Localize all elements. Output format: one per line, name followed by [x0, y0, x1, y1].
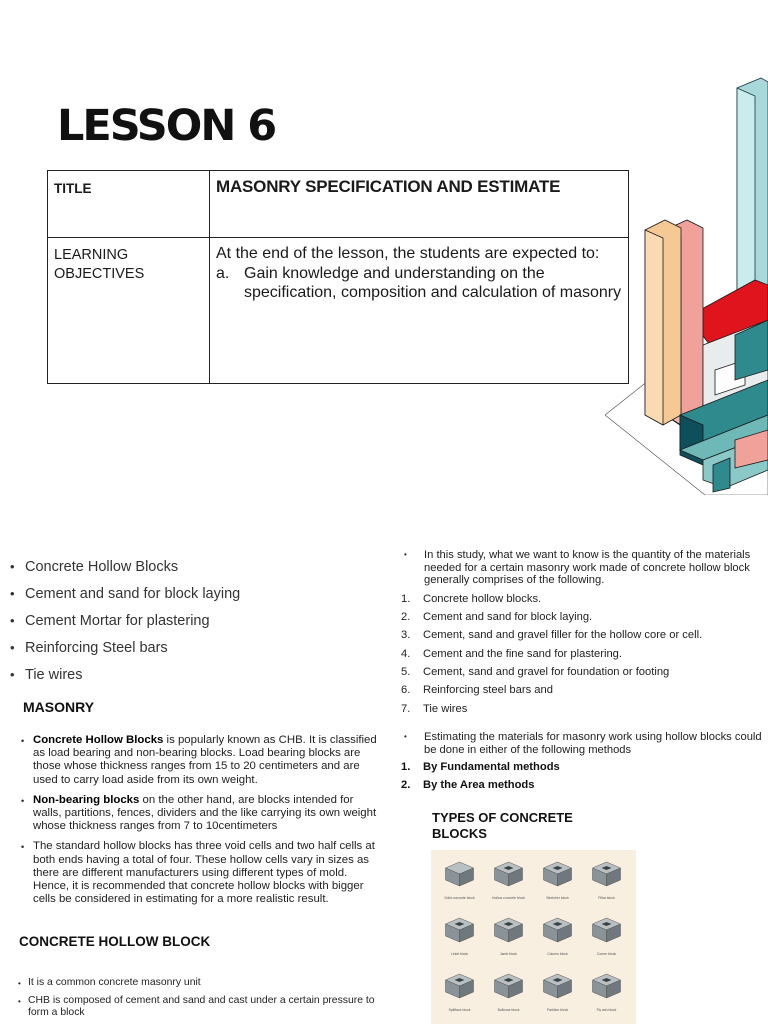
- list-item: [401, 629, 767, 647]
- lesson-info-table: [47, 170, 629, 384]
- objectives-intro: At the end of the lesson, the students are expected to:: [216, 245, 600, 262]
- block-type-item: [495, 918, 523, 956]
- method-text: By Fundamental methods: [423, 761, 560, 774]
- list-item: [21, 794, 381, 834]
- objectives-label-line1: LEARNING: [54, 247, 129, 263]
- bullet-icon: •: [21, 795, 25, 806]
- block-types-figure: [431, 850, 636, 1024]
- objectives-value-cell: [210, 238, 629, 384]
- list-number: 6.: [401, 684, 411, 697]
- description-term: Non-bearing blocks: [33, 793, 140, 806]
- list-number: 2.: [401, 779, 411, 792]
- chb-point-text: It is a common concrete masonry unit: [28, 977, 201, 988]
- list-item: [401, 779, 767, 797]
- list-item: [10, 639, 240, 666]
- bullet-icon: •: [10, 613, 15, 628]
- block-type-item: [446, 918, 474, 956]
- objectives-list: [216, 264, 622, 303]
- block-type-label: Partition block: [546, 1008, 569, 1012]
- quantity-intro-text: In this study, what we want to know is the quantity of the materials needed for a certain masonry work made of concrete hollow block generally comprises of the following.: [424, 549, 751, 586]
- list-item: [401, 684, 767, 702]
- list-item: [10, 585, 240, 612]
- method-text: By the Area methods: [423, 779, 535, 792]
- list-number: 1.: [401, 592, 411, 605]
- masonry-description-list: [21, 734, 381, 913]
- material-label: Tie wires: [25, 667, 83, 683]
- list-number: 1.: [401, 761, 411, 774]
- description-body: The standard hollow blocks has three void cells and two half cells at both ends having a total of four. These hollow cells vary in sizes as there are different manufacturers using different types of mold. Hence, it is recommended that concrete hollow blocks with bigger cells be considered in estimating for a more realistic result.: [33, 840, 375, 906]
- block-type-item: [593, 918, 621, 956]
- material-label: Reinforcing Steel bars: [25, 640, 168, 656]
- list-item: [401, 593, 767, 611]
- list-item: [10, 666, 240, 693]
- block-type-label: Lintel block: [451, 952, 468, 956]
- component-text: Tie wires: [423, 702, 468, 715]
- list-item: [18, 977, 378, 991]
- slide-lesson-overview: [0, 0, 768, 510]
- block-type-label: Fly ash block: [596, 1008, 617, 1012]
- slide-masonry-materials: [0, 540, 768, 1024]
- component-text: Reinforcing steel bars and: [423, 684, 553, 697]
- list-number: 7.: [401, 702, 411, 715]
- block-type-label: Corner block: [596, 952, 617, 956]
- types-heading: TYPES OF CONCRETE BLOCKS: [432, 810, 573, 841]
- bullet-icon: •: [10, 586, 15, 601]
- block-type-label: Column block: [547, 952, 568, 956]
- material-label: Concrete Hollow Blocks: [25, 559, 179, 575]
- estimating-intro: [401, 731, 767, 756]
- list-item: [401, 611, 767, 629]
- list-item: [401, 761, 767, 779]
- bullet-icon: •: [10, 640, 15, 655]
- description-term: Concrete Hollow Blocks: [33, 734, 164, 746]
- estimate-column: [401, 549, 767, 797]
- block-type-label: Hollow concrete block: [492, 896, 525, 900]
- block-type-label: Splitface block: [448, 1008, 471, 1012]
- title-label: TITLE: [48, 171, 210, 238]
- objective-item: [216, 264, 622, 303]
- list-item: [21, 734, 381, 787]
- component-text: Concrete hollow blocks.: [423, 592, 542, 605]
- bullet-icon: •: [21, 736, 25, 746]
- block-types-grid: [431, 850, 636, 1024]
- list-item: [10, 612, 240, 639]
- component-text: Cement and the fine sand for plastering.: [423, 647, 623, 660]
- bullet-icon: •: [10, 559, 15, 574]
- decorative-blocks-illustration: [605, 70, 768, 495]
- block-type-item: [544, 918, 572, 956]
- list-number: 3.: [401, 629, 411, 642]
- objectives-label-cell: [48, 238, 210, 384]
- chb-heading: CONCRETE HOLLOW BLOCK: [19, 934, 211, 949]
- bullet-icon: •: [404, 732, 407, 742]
- estimating-intro-text: Estimating the materials for masonry work using hollow blocks could be done in either of the following methods: [424, 731, 762, 756]
- block-type-label: Stretcher block: [546, 896, 569, 900]
- list-item: [18, 995, 378, 1020]
- table-row-title: [48, 171, 629, 238]
- objective-letter: a.: [216, 264, 230, 282]
- components-list: [401, 593, 767, 722]
- bullet-icon: •: [21, 842, 25, 853]
- materials-list: [10, 558, 240, 693]
- material-label: Cement Mortar for plastering: [25, 613, 210, 629]
- material-label: Cement and sand for block laying: [25, 586, 241, 602]
- block-type-label: Bullnose block: [497, 1008, 520, 1012]
- description-body: on the other hand, are blocks intended for walls, partitions, fences, dividers and the like carrying its own weight whose thickness ranges from 7 to 10centimeters: [33, 793, 377, 833]
- objectives-label-line2: OBJECTIVES: [54, 266, 145, 282]
- block-type-item: [495, 974, 523, 1012]
- block-type-label: Solid concrete block: [444, 896, 475, 900]
- masonry-heading: MASONRY: [23, 699, 95, 715]
- block-type-item: [593, 974, 621, 1012]
- chb-point-text: CHB is composed of cement and sand and cast under a certain pressure to form a block: [28, 994, 375, 1018]
- chb-points-list: [18, 977, 378, 1024]
- list-number: 2.: [401, 610, 411, 623]
- table-row-objectives: [48, 238, 629, 384]
- bullet-icon: •: [10, 667, 15, 682]
- list-item: [10, 558, 240, 585]
- block-type-label: Jamb block: [499, 952, 518, 956]
- block-type-item: [446, 974, 474, 1012]
- list-item: [401, 648, 767, 666]
- list-number: 4.: [401, 647, 411, 660]
- component-text: Cement and sand for block laying.: [423, 610, 593, 623]
- bullet-icon: •: [18, 996, 21, 1006]
- description-text: [33, 840, 381, 906]
- list-item: [401, 703, 767, 721]
- list-number: 5.: [401, 666, 411, 679]
- description-text: [33, 794, 381, 834]
- block-type-item: [544, 862, 572, 900]
- component-text: Cement, sand and gravel for foundation or footing: [423, 666, 670, 679]
- component-text: Cement, sand and gravel filler for the hollow core or cell.: [423, 629, 703, 642]
- list-item: [401, 666, 767, 684]
- bullet-icon: •: [404, 550, 407, 559]
- description-body: is popularly known as CHB. It is classified as load bearing and non-bearing blocks. Load bearing blocks are those whose thickness ranges from 15 to 20 centimeters and are used to carry load aside from its own weight.: [33, 734, 377, 786]
- title-value-cell: [210, 171, 629, 238]
- lesson-topic: MASONRY SPECIFICATION AND ESTIMATE: [216, 177, 561, 196]
- methods-list: [401, 761, 767, 797]
- block-type-item: [492, 862, 525, 900]
- quantity-intro: [401, 549, 767, 587]
- lesson-title: LESSON 6: [57, 101, 276, 151]
- block-type-item: [593, 862, 621, 900]
- block-type-label: Pillar block: [598, 896, 615, 900]
- bullet-icon: •: [18, 979, 21, 988]
- objective-text: Gain knowledge and understanding on the specification, composition and calculation of masonry: [244, 264, 622, 301]
- description-text: [33, 734, 381, 787]
- block-type-item: [444, 862, 475, 900]
- block-type-item: [544, 974, 572, 1012]
- list-item: [21, 840, 381, 906]
